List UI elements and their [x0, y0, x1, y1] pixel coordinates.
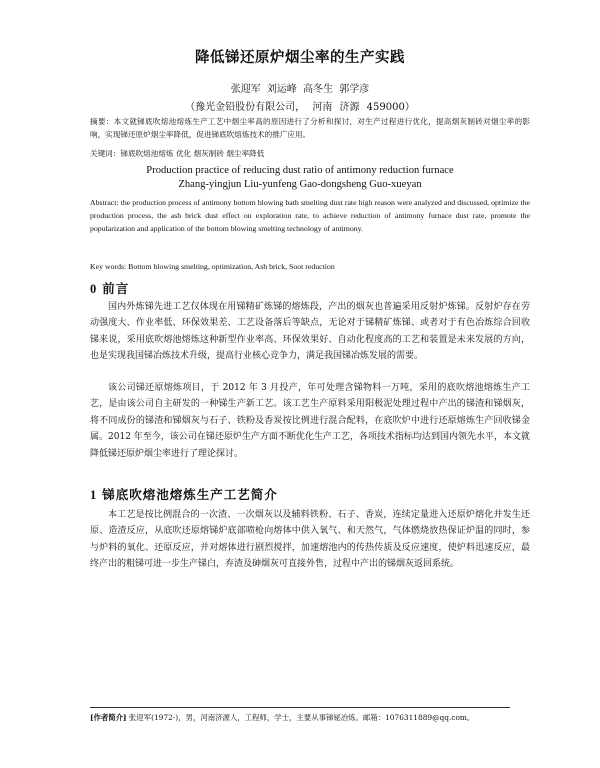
- section-number: 1: [90, 488, 98, 502]
- paragraph: 本工艺是按比例混合的一次渣、一次烟灰以及辅料铁粉、石子、香炭，连续定量进入还原炉熔化并发生还原、造渣反应，从底吹还原熔锑炉底部喷枪向熔体中供入氧气、和天然气，气体燃烧放热保证炉温的同时，参与炉料的氧化、还原反应，并对熔体进行剧烈搅拌，加速熔池内的传热传质及反应速度，使炉料迅速反应，最终产出的粗锑可进一步生产锑白，弃渣及砷烟灰可直接外售，过程中产出的锑烟灰返回系统。: [90, 510, 530, 570]
- keywords-en-text: Bottom blowing smelting, optimization, Ash brick, Soot reduction: [128, 262, 335, 271]
- footnote-divider: [90, 707, 510, 708]
- keywords-en: [90, 260, 530, 273]
- paragraph: 国内外炼锑先进工艺仅体现在用锑精矿炼锑的熔炼段，产出的烟灰也普遍采用反射炉炼锑。反射炉存在劳动强度大、作业率低、环保效果差、工艺设备落后等缺点，无论对于锑精矿炼锑、或者对于有色冶炼综合回收锑来说，采用底吹熔池熔炼这种新型作业率高、环保效果好、自动化程度高的工艺和装置是未来发展的方向，也是实现我国锑冶炼技术升级，提高行业核心竞争力，满足我国锑冶炼发展的需要。: [90, 302, 530, 362]
- abstract-cn-label: 摘要：: [90, 117, 114, 126]
- authors: 张迎军 刘运峰 高冬生 郭学彦: [230, 84, 370, 95]
- keywords-cn-text: 锑底吹熔池熔炼 优化 烟灰制砖 烟尘率降低: [120, 149, 265, 158]
- section-heading-0: [90, 279, 530, 297]
- affiliation: （豫光金铅股份有限公司， 河南 济源 459000）: [185, 102, 415, 113]
- abstract-cn-text: 本文就锑底吹熔池熔炼生产工艺中烟尘率高的原因进行了分析和探讨，对生产过程进行优化，提高烟灰制砖对烟尘率的影响，实现锑还原炉烟尘率降低，促进锑底吹熔炼技术的推广应用。: [90, 117, 531, 139]
- section-title: 前言: [102, 281, 130, 296]
- paper-title-en: Production practice of reducing dust ratio of antimony reduction furnace: [146, 165, 454, 176]
- author-footnote: [90, 712, 550, 723]
- keywords-cn: [90, 147, 530, 160]
- paragraph: 该公司锑还原熔炼项目，于 2012 年 3 月投产，年可处理含锑物料一万吨，采用的底吹熔池熔炼生产工艺，是由该公司自主研发的一种锑生产新工艺。该工艺生产原料采用阳极泥处理过程中产出的锑渣和锑烟灰，将不同成份的锑渣和锑烟灰与石子、铁粉及香炭按比例进行混合配料，在底吹炉中进行还原熔炼生产回收锑金属。2012 年至今，该公司在锑还原炉生产方面不断优化生产工艺，各项技术指标均达到国内领先水平，本文就降低锑还原炉烟尘率进行了理论探讨。: [90, 383, 530, 459]
- abstract-cn: [90, 115, 530, 141]
- abstract-en-text: the production process of antimony bottom blowing bath smelting dust rate high reason were analyzed and discussed, optimize the production process, the ash brick dust effect on exploration rate, to achieve reduction of antimony furnace dust rate, promote the popularization and application of the bottom blowing smelting technology of antimony.: [90, 198, 531, 233]
- keywords-en-label: Key words:: [90, 262, 127, 271]
- section-heading-1: [90, 485, 530, 503]
- keywords-cn-label: 关键词：: [90, 149, 121, 158]
- section-title: 锑底吹熔池熔炼生产工艺简介: [102, 487, 278, 502]
- footnote-label: [作者简介]: [90, 713, 127, 722]
- abstract-en-label: Abstract:: [90, 198, 119, 207]
- footnote-text: 张迎军(1972-)，男，河南济源人，工程师，学士，主要从事锑铋冶炼。邮箱：1076311889@qq.com。: [126, 713, 475, 722]
- authors-en: Zhang-yingjun Liu-yunfeng Gao-dongsheng Guo-xueyan: [178, 179, 422, 190]
- abstract-en: [90, 196, 530, 235]
- section-number: 0: [90, 282, 98, 296]
- paper-title: 降低锑还原炉烟尘率的生产实践: [195, 49, 405, 66]
